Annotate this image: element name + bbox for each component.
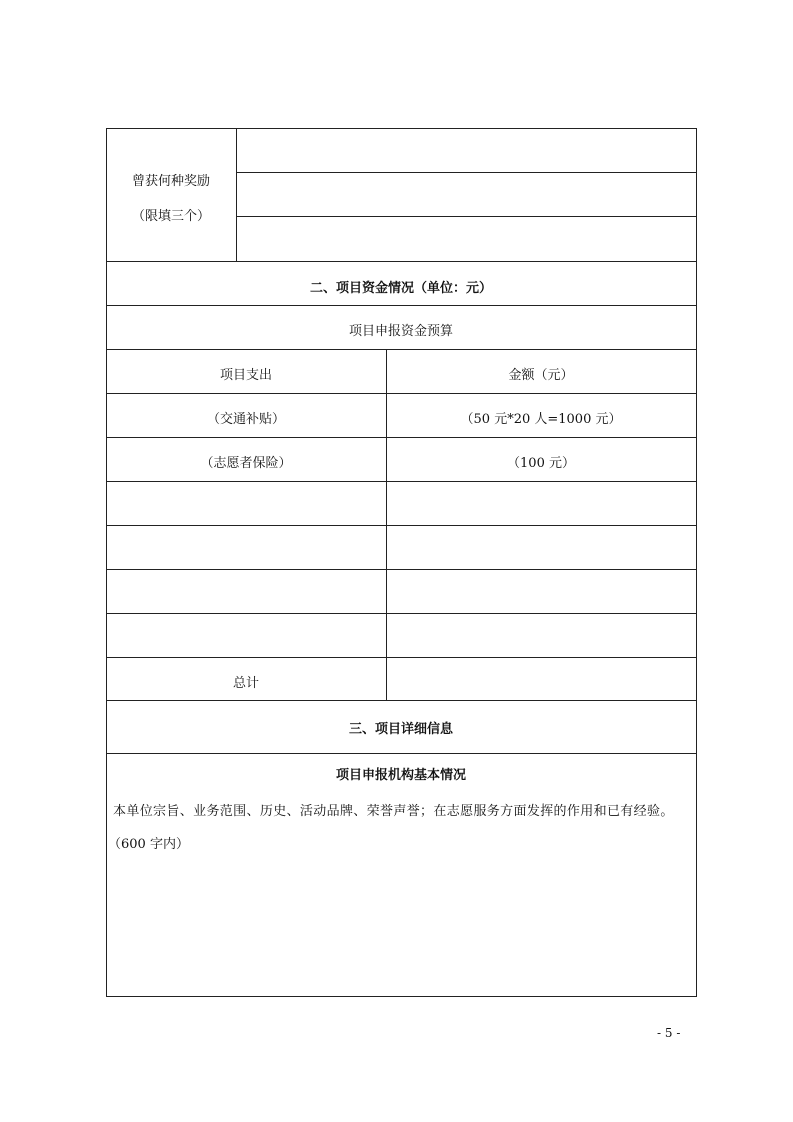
expense-column-header: 项目支出 xyxy=(219,368,273,383)
award-entry-1[interactable] xyxy=(236,128,697,173)
amount-column-header: 金额（元） xyxy=(508,368,574,383)
amount-cell-6[interactable] xyxy=(386,613,697,658)
org-info-title: 项目申报机构基本情况 xyxy=(335,768,467,783)
expense-item-2: （志愿者保险） xyxy=(200,456,292,471)
award-entry-2[interactable] xyxy=(236,172,697,217)
amount-value-1: （50 元*20 人=1000 元） xyxy=(460,412,622,427)
expense-cell-4[interactable] xyxy=(106,525,387,570)
awards-limit-note: （限填三个） xyxy=(131,209,211,224)
expense-cell-3[interactable] xyxy=(106,481,387,526)
total-value-cell[interactable] xyxy=(386,657,697,701)
awards-label-cell xyxy=(106,128,237,262)
expense-cell-5[interactable] xyxy=(106,569,387,614)
funding-section-title: 二、项目资金情况（单位：元） xyxy=(309,281,493,296)
page-number: - 5 - xyxy=(657,1026,681,1040)
org-info-word-limit: （600 字内） xyxy=(108,837,189,852)
total-label: 总计 xyxy=(232,676,260,691)
awards-label: 曾获何种奖励 xyxy=(131,174,211,189)
amount-cell-3[interactable] xyxy=(386,481,697,526)
amount-cell-5[interactable] xyxy=(386,569,697,614)
award-entry-3[interactable] xyxy=(236,216,697,262)
expense-item-1: （交通补贴） xyxy=(206,412,286,427)
org-info-box[interactable] xyxy=(106,753,697,997)
amount-cell-4[interactable] xyxy=(386,525,697,570)
amount-value-2: （100 元） xyxy=(507,456,575,471)
budget-title: 项目申报资金预算 xyxy=(348,324,454,339)
org-info-description: 本单位宗旨、业务范围、历史、活动品牌、荣誉声誉；在志愿服务方面发挥的作用和已有经验。 xyxy=(113,804,674,819)
details-section-title: 三、项目详细信息 xyxy=(348,722,454,737)
expense-cell-6[interactable] xyxy=(106,613,387,658)
